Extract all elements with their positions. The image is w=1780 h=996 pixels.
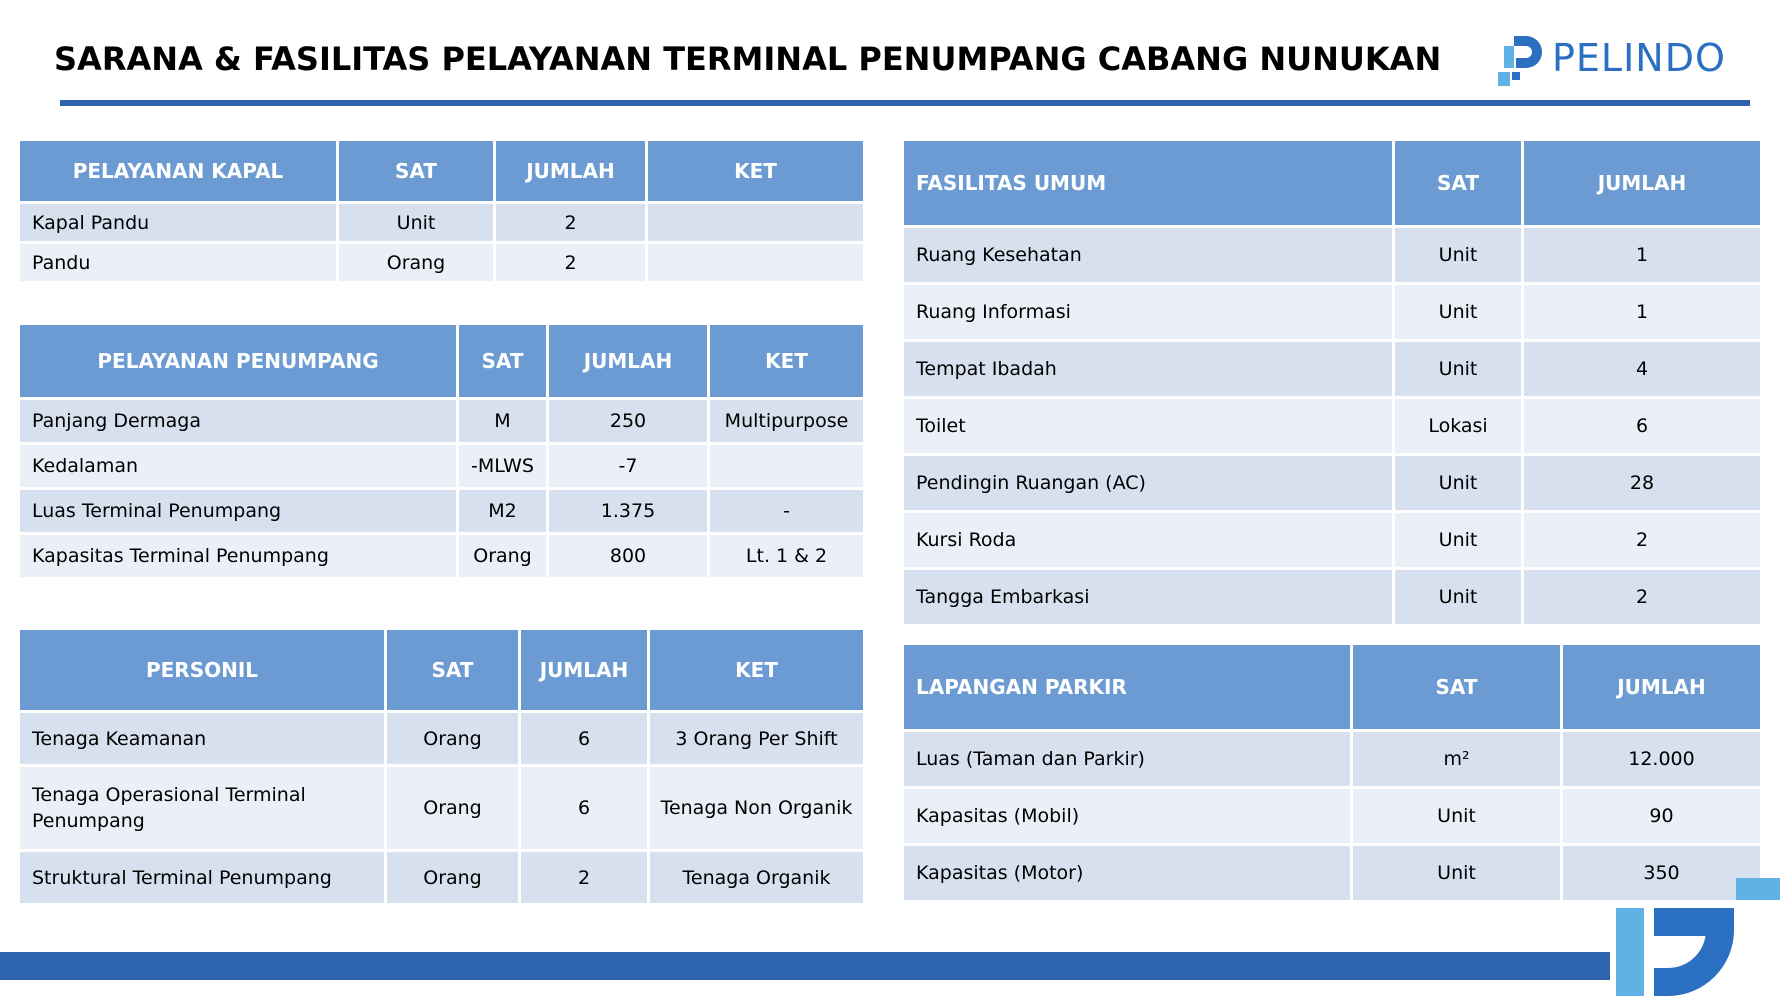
cell-jumlah: 800 (549, 535, 707, 577)
header-ket: KET (648, 141, 863, 201)
table-row (20, 490, 863, 532)
cell-jumlah: 90 (1563, 789, 1760, 843)
cell-item: Ruang Kesehatan (904, 228, 1392, 282)
cell-item: Tangga Embarkasi (904, 570, 1392, 624)
logo-text: PELINDO (1552, 36, 1726, 80)
header-jumlah: JUMLAH (521, 630, 647, 710)
header-sat: SAT (1395, 141, 1521, 225)
cell-sat: -MLWS (459, 445, 546, 487)
cell-sat: Orang (387, 713, 518, 764)
cell-jumlah: 1 (1524, 228, 1760, 282)
pelindo-corner-icon (1610, 868, 1780, 996)
cell-ket: Lt. 1 & 2 (710, 535, 863, 577)
header-jumlah: JUMLAH (1563, 645, 1760, 729)
table-row (20, 852, 863, 903)
cell-jumlah: -7 (549, 445, 707, 487)
cell-item: Panjang Dermaga (20, 400, 456, 442)
cell-item: Pendingin Ruangan (AC) (904, 456, 1392, 510)
cell-item: Luas (Taman dan Parkir) (904, 732, 1350, 786)
cell-sat: Unit (1353, 789, 1560, 843)
header-jumlah: JUMLAH (1524, 141, 1760, 225)
header-sat: SAT (339, 141, 493, 201)
cell-sat: Orang (387, 852, 518, 903)
cell-sat: Lokasi (1395, 399, 1521, 453)
cell-item: Pandu (20, 244, 336, 281)
pelayanan-kapal-table (17, 138, 866, 284)
header-sat: SAT (459, 325, 546, 397)
pelindo-logo-icon (1494, 32, 1546, 88)
cell-jumlah: 2 (521, 852, 647, 903)
cell-ket: - (710, 490, 863, 532)
cell-jumlah: 2 (496, 204, 645, 241)
cell-ket: Tenaga Organik (650, 852, 863, 903)
cell-ket: Tenaga Non Organik (650, 767, 863, 849)
cell-ket (648, 244, 863, 281)
table-row (20, 244, 863, 281)
cell-sat: Orang (387, 767, 518, 849)
cell-jumlah: 1.375 (549, 490, 707, 532)
cell-sat: Unit (1395, 570, 1521, 624)
cell-sat: Unit (1395, 285, 1521, 339)
cell-sat: Unit (339, 204, 493, 241)
cell-item: Kapasitas (Mobil) (904, 789, 1350, 843)
cell-ket: Multipurpose (710, 400, 863, 442)
table-row (20, 400, 863, 442)
page-title: SARANA & FASILITAS PELAYANAN TERMINAL PENUMPANG CABANG NUNUKAN (54, 40, 1442, 78)
table-row (904, 399, 1760, 453)
cell-item: Kapal Pandu (20, 204, 336, 241)
cell-sat: Unit (1395, 228, 1521, 282)
lapangan-parkir-table (901, 642, 1763, 903)
table-row (904, 228, 1760, 282)
cell-item: Struktural Terminal Penumpang (20, 852, 384, 903)
cell-jumlah: 6 (521, 767, 647, 849)
header-sat: SAT (387, 630, 518, 710)
header-fasilitas-umum: FASILITAS UMUM (904, 141, 1392, 225)
header-jumlah: JUMLAH (549, 325, 707, 397)
cell-jumlah: 2 (1524, 570, 1760, 624)
cell-jumlah: 2 (496, 244, 645, 281)
cell-item: Tempat Ibadah (904, 342, 1392, 396)
cell-jumlah: 6 (521, 713, 647, 764)
table-row (20, 535, 863, 577)
cell-sat: Unit (1395, 342, 1521, 396)
cell-ket (648, 204, 863, 241)
table-row (20, 204, 863, 241)
cell-jumlah: 28 (1524, 456, 1760, 510)
cell-sat: M2 (459, 490, 546, 532)
cell-sat: Orang (339, 244, 493, 281)
cell-sat: Unit (1395, 456, 1521, 510)
cell-jumlah: 6 (1524, 399, 1760, 453)
cell-jumlah: 1 (1524, 285, 1760, 339)
cell-item: Ruang Informasi (904, 285, 1392, 339)
table-row (904, 570, 1760, 624)
cell-ket: 3 Orang Per Shift (650, 713, 863, 764)
table-row (904, 456, 1760, 510)
cell-item: Toilet (904, 399, 1392, 453)
header-pelayanan-penumpang: PELAYANAN PENUMPANG (20, 325, 456, 397)
cell-jumlah: 250 (549, 400, 707, 442)
cell-sat: m² (1353, 732, 1560, 786)
cell-item: Kedalaman (20, 445, 456, 487)
cell-jumlah: 2 (1524, 513, 1760, 567)
title-divider (60, 100, 1750, 106)
pelayanan-penumpang-table (17, 322, 866, 580)
cell-jumlah: 350 (1563, 846, 1760, 900)
cell-sat: Unit (1353, 846, 1560, 900)
cell-item: Luas Terminal Penumpang (20, 490, 456, 532)
table-row (20, 713, 863, 764)
cell-item: Tenaga Keamanan (20, 713, 384, 764)
pelindo-logo (1494, 32, 1746, 88)
cell-sat: Unit (1395, 513, 1521, 567)
cell-item: Kapasitas (Motor) (904, 846, 1350, 900)
cell-sat: Orang (459, 535, 546, 577)
table-row (904, 342, 1760, 396)
table-row (904, 789, 1760, 843)
cell-item: Tenaga Operasional Terminal Penumpang (20, 767, 384, 849)
cell-jumlah: 4 (1524, 342, 1760, 396)
cell-item: Kursi Roda (904, 513, 1392, 567)
personil-table (17, 627, 866, 906)
table-row (20, 767, 863, 849)
footer-bar (0, 952, 1610, 980)
fasilitas-umum-table (901, 138, 1763, 627)
header-personil: PERSONIL (20, 630, 384, 710)
header-jumlah: JUMLAH (496, 141, 645, 201)
cell-sat: M (459, 400, 546, 442)
header-ket: KET (710, 325, 863, 397)
header-sat: SAT (1353, 645, 1560, 729)
table-row (20, 445, 863, 487)
cell-item: Kapasitas Terminal Penumpang (20, 535, 456, 577)
cell-jumlah: 12.000 (1563, 732, 1760, 786)
cell-ket (710, 445, 863, 487)
header-pelayanan-kapal: PELAYANAN KAPAL (20, 141, 336, 201)
table-row (904, 285, 1760, 339)
table-row (904, 513, 1760, 567)
header-lapangan-parkir: LAPANGAN PARKIR (904, 645, 1350, 729)
table-row (904, 732, 1760, 786)
header-ket: KET (650, 630, 863, 710)
